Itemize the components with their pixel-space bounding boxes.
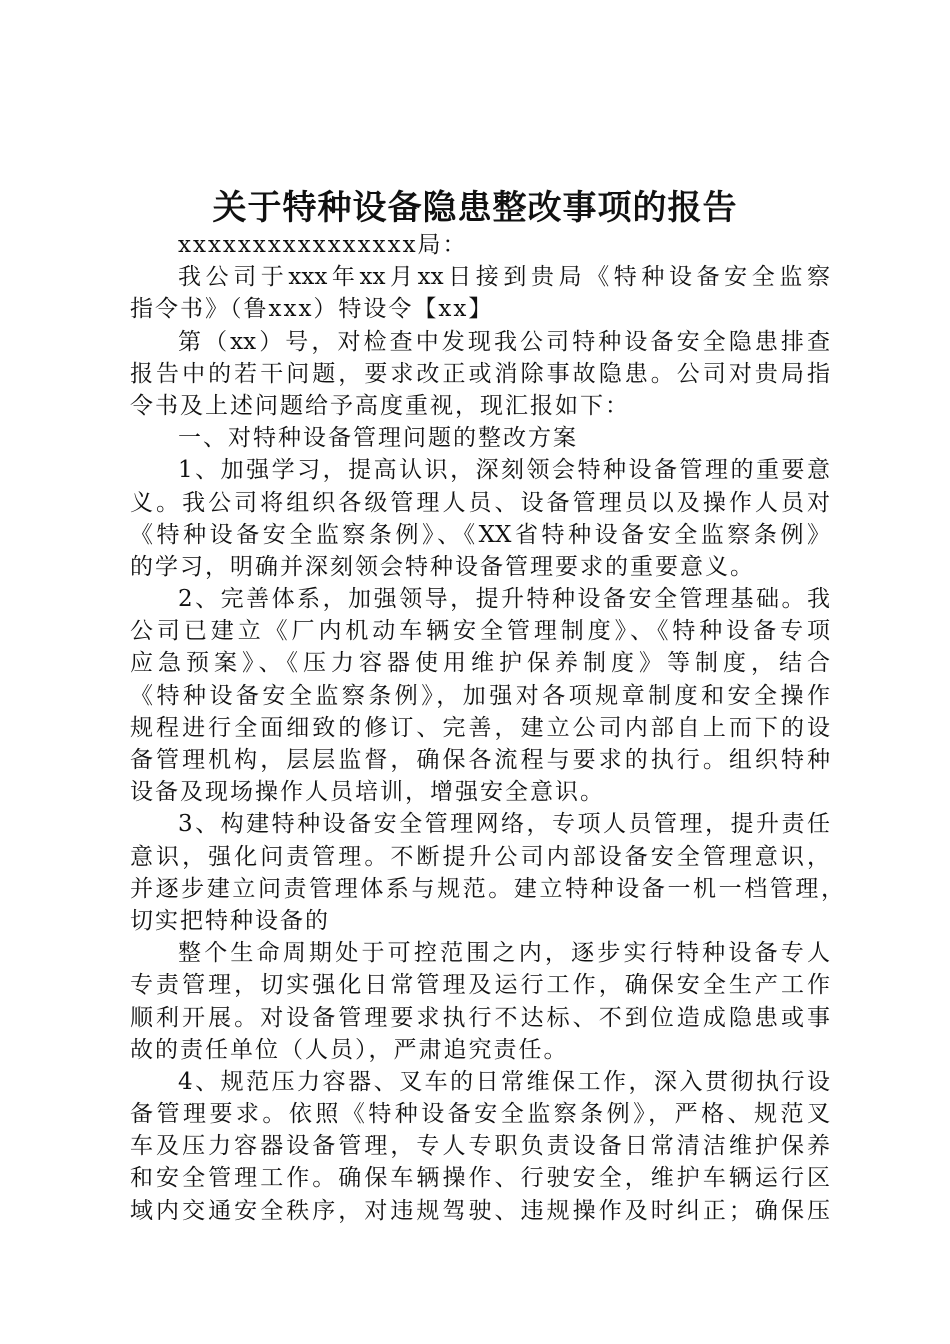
text-line: 令书及上述问题给予高度重视，现汇报如下：	[130, 392, 630, 419]
text-line: 规程进行全面细致的修订、完善，建立公司内部自上而下的设	[130, 714, 830, 741]
text-line: 备管理要求。依照《特种设备安全监察条例》，严格、规范叉	[130, 1101, 830, 1128]
text-line: 报告中的若干问题，要求改正或消除事故隐患。公司对贵局指	[130, 360, 830, 387]
text-line: 指令书》（鲁xxx）特设令【xx】	[130, 296, 494, 323]
document-body	[130, 229, 850, 1227]
text-line: 4、规范压力容器、叉车的日常维保工作，深入贯彻执行设	[178, 1068, 830, 1095]
text-line: 车及压力容器设备管理，专人专职负责设备日常清洁维护保养	[130, 1133, 830, 1160]
text-line: 域内交通安全秩序，对违规驾驶、违规操作及时纠正；确保压	[130, 1197, 830, 1224]
text-line: 《特种设备安全监察条例》、《XX省特种设备安全监察条例》	[130, 521, 830, 548]
text-line: 故的责任单位（人员），严肃追究责任。	[130, 1036, 569, 1063]
text-line: 专责管理，切实强化日常管理及运行工作，确保安全生产工作	[130, 972, 830, 999]
text-line: 切实把特种设备的	[130, 907, 330, 934]
text-line: 《特种设备安全监察条例》，加强对各项规章制度和安全操作	[130, 682, 830, 709]
text-line: xxxxxxxxxxxxxxxx局：	[178, 232, 468, 258]
text-line: 我公司于xxx年xx月xx日接到贵局《特种设备安全监察	[178, 264, 830, 291]
text-line: 设备及现场操作人员培训，增强安全意识。	[130, 779, 605, 806]
text-line: 意识，强化问责管理。不断提升公司内部设备安全管理意识，	[130, 843, 830, 870]
text-line: 一、对特种设备管理问题的整改方案	[178, 425, 578, 452]
text-line: 应急预案》、《压力容器使用维护保养制度》等制度，结合	[130, 650, 830, 677]
text-line: 整个生命周期处于可控范围之内，逐步实行特种设备专人	[178, 940, 830, 967]
text-line: 公司已建立《厂内机动车辆安全管理制度》、《特种设备专项	[130, 618, 830, 645]
document-title: 关于特种设备隐患整改事项的报告	[212, 188, 738, 228]
text-line: 的学习，明确并深刻领会特种设备管理要求的重要意义。	[130, 553, 755, 580]
text-line: 并逐步建立问责管理体系与规范。建立特种设备一机一档管理，	[130, 875, 844, 902]
text-line: 义。我公司将组织各级管理人员、设备管理员以及操作人员对	[130, 489, 830, 516]
text-line: 3、构建特种设备安全管理网络，专项人员管理，提升责任	[178, 811, 830, 838]
text-line: 和安全管理工作。确保车辆操作、行驶安全，维护车辆运行区	[130, 1165, 830, 1192]
text-line: 2、完善体系，加强领导，提升特种设备安全管理基础。我	[178, 586, 830, 613]
text-line: 1、加强学习，提高认识，深刻领会特种设备管理的重要意	[178, 457, 830, 484]
text-line: 备管理机构，层层监督，确保各流程与要求的执行。组织特种	[130, 747, 830, 773]
text-line: 顺利开展。对设备管理要求执行不达标、不到位造成隐患或事	[130, 1004, 830, 1031]
text-line: 第（xx）号，对检查中发现我公司特种设备安全隐患排查	[178, 328, 830, 355]
